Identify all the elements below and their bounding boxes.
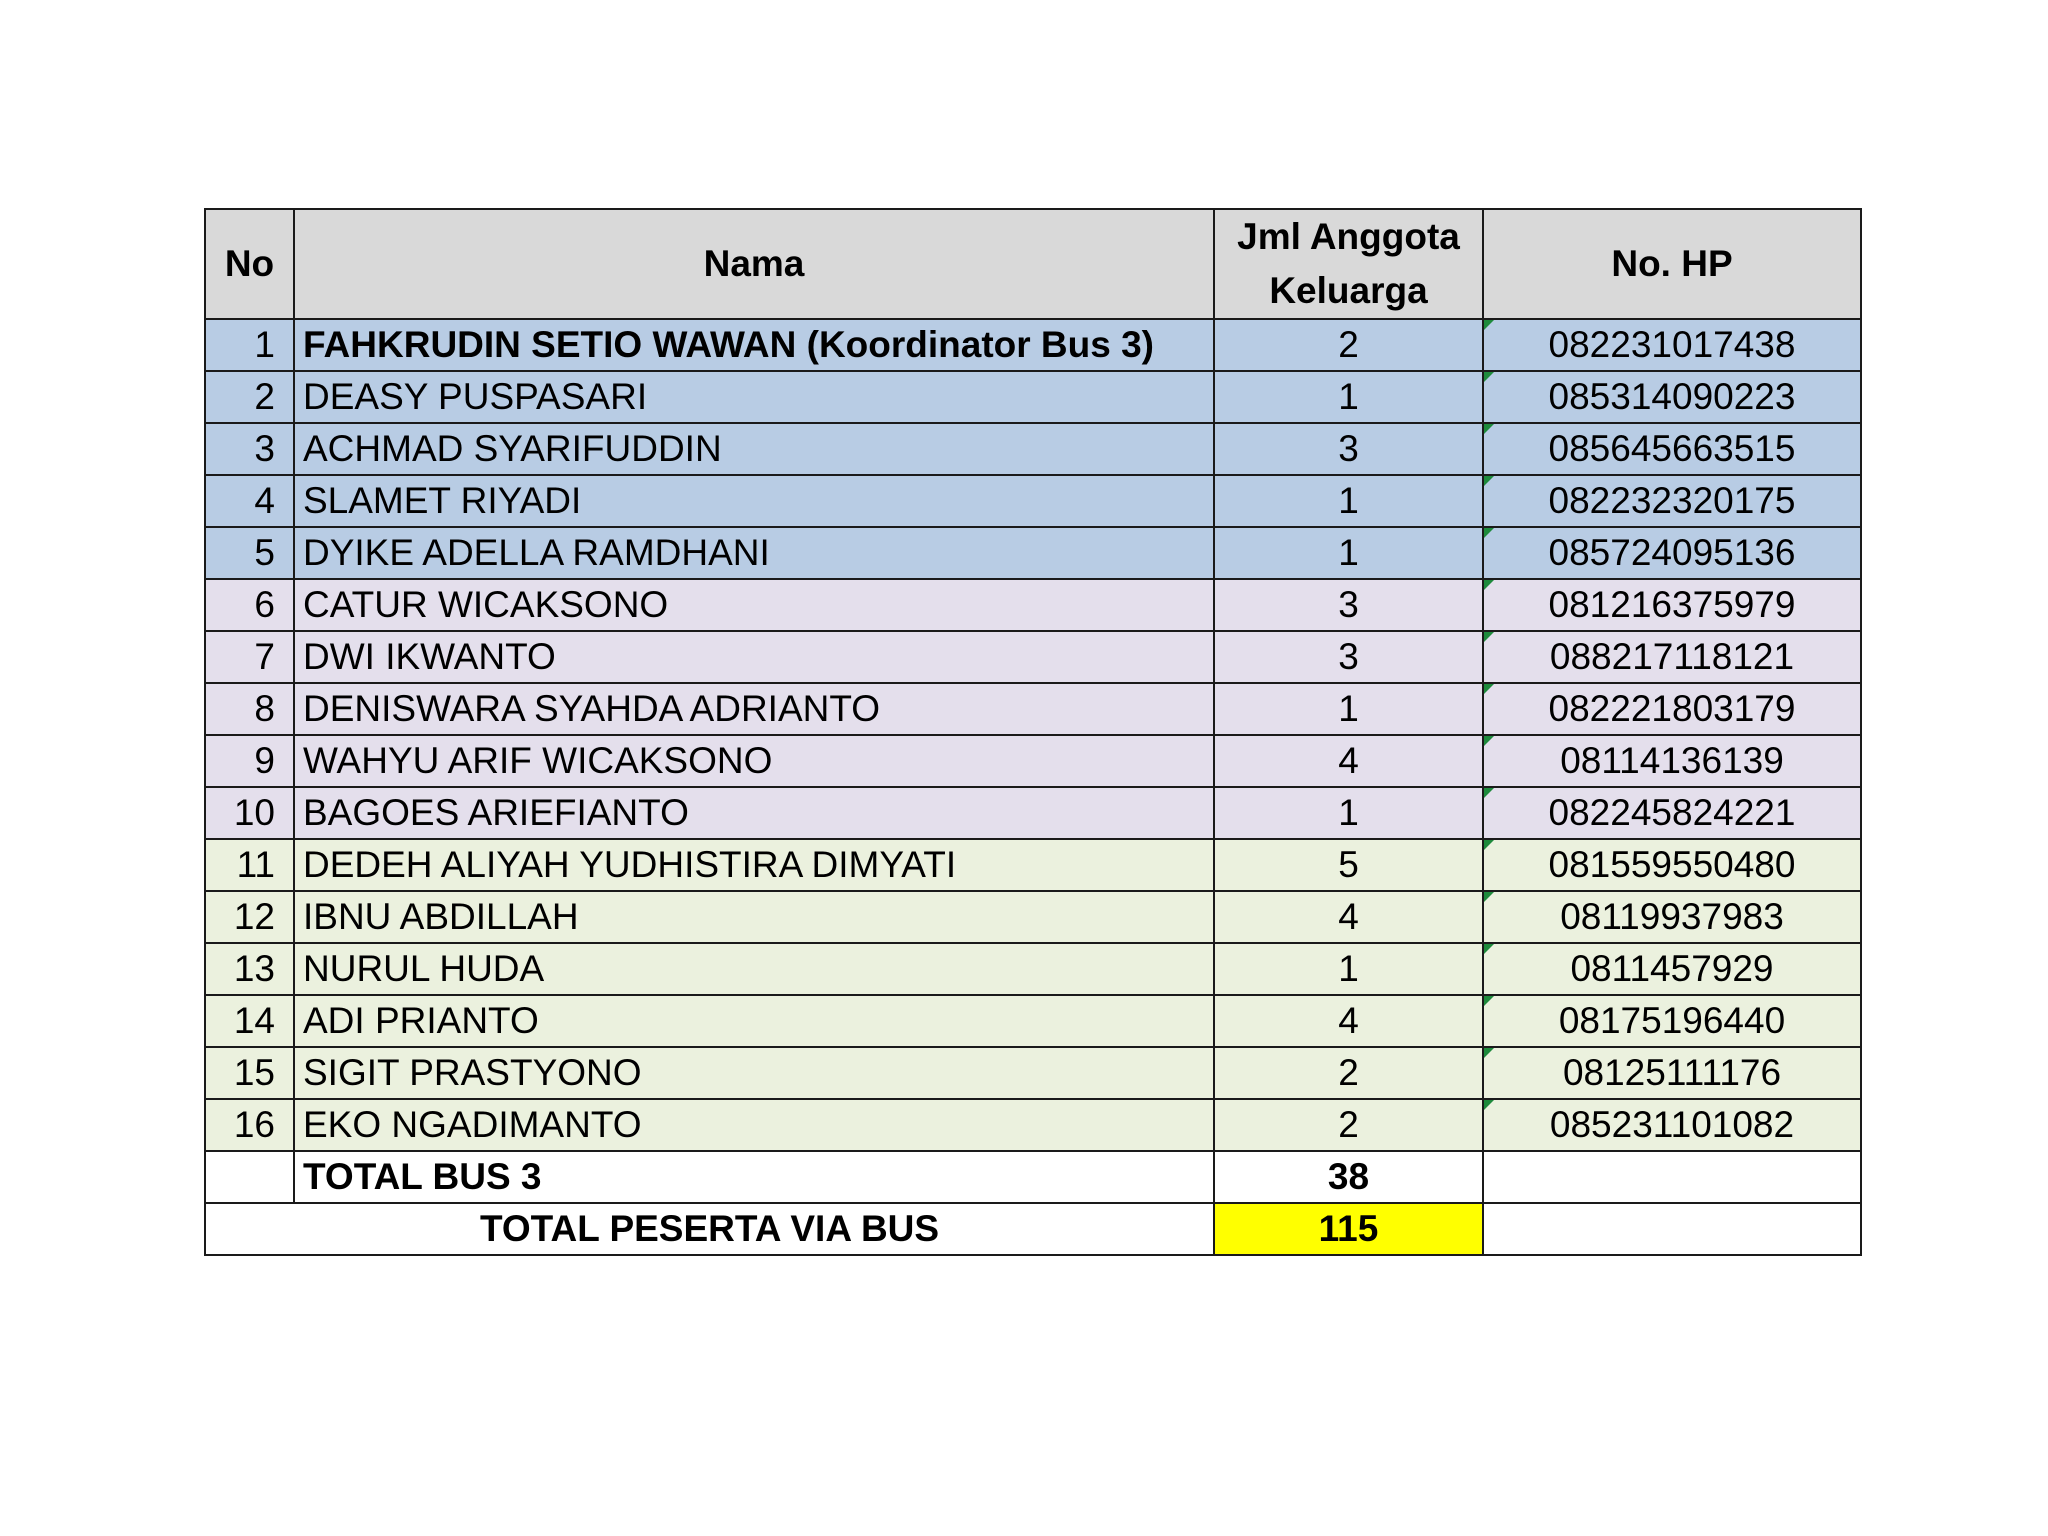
row-no-cell[interactable]: 8: [205, 683, 294, 735]
table-body: [205, 319, 1861, 1151]
header-nama[interactable]: Nama: [294, 209, 1214, 319]
row-nama-cell[interactable]: WAHYU ARIF WICAKSONO: [294, 735, 1214, 787]
green-triangle-icon: [1484, 788, 1494, 798]
row-nama-cell[interactable]: ADI PRIANTO: [294, 995, 1214, 1047]
row-hp-text: 088217118121: [1549, 636, 1795, 677]
row-nama-cell[interactable]: BAGOES ARIEFIANTO: [294, 787, 1214, 839]
row-no-cell[interactable]: 2: [205, 371, 294, 423]
table-row: [205, 839, 1861, 891]
green-triangle-icon: [1484, 424, 1494, 434]
table-row: [205, 579, 1861, 631]
total-peserta-row: [205, 1203, 1861, 1255]
total-peserta-value[interactable]: 115: [1214, 1203, 1483, 1255]
table-row: [205, 995, 1861, 1047]
table-row: [205, 735, 1861, 787]
table-row: [205, 527, 1861, 579]
row-nama-cell[interactable]: ACHMAD SYARIFUDDIN: [294, 423, 1214, 475]
row-no-cell[interactable]: 10: [205, 787, 294, 839]
table-row: [205, 1047, 1861, 1099]
green-triangle-icon: [1484, 840, 1494, 850]
header-jml-anggota[interactable]: [1214, 209, 1483, 319]
row-jml-cell[interactable]: 3: [1214, 631, 1483, 683]
row-no-cell[interactable]: 7: [205, 631, 294, 683]
row-hp-cell[interactable]: [1483, 1099, 1861, 1151]
total-bus-label[interactable]: TOTAL BUS 3: [294, 1151, 1214, 1203]
total-peserta-label[interactable]: TOTAL PESERTA VIA BUS: [205, 1203, 1214, 1255]
row-hp-text: 08175196440: [1558, 1000, 1786, 1041]
row-hp-text: 081559550480: [1548, 844, 1796, 885]
row-hp-cell[interactable]: [1483, 579, 1861, 631]
row-no-cell[interactable]: 15: [205, 1047, 294, 1099]
row-no-cell[interactable]: 4: [205, 475, 294, 527]
row-jml-cell[interactable]: 3: [1214, 579, 1483, 631]
row-hp-cell[interactable]: [1483, 839, 1861, 891]
table-row: [205, 683, 1861, 735]
green-triangle-icon: [1484, 476, 1494, 486]
row-nama-cell[interactable]: EKO NGADIMANTO: [294, 1099, 1214, 1151]
table-row: [205, 943, 1861, 995]
row-jml-cell[interactable]: 4: [1214, 995, 1483, 1047]
total-bus-row: [205, 1151, 1861, 1203]
total-bus-no-cell[interactable]: [205, 1151, 294, 1203]
row-no-cell[interactable]: 9: [205, 735, 294, 787]
table-row: [205, 631, 1861, 683]
row-jml-cell[interactable]: 2: [1214, 1099, 1483, 1151]
row-no-cell[interactable]: 13: [205, 943, 294, 995]
row-hp-text: 085645663515: [1548, 428, 1796, 469]
header-jml-line2: Keluarga: [1269, 270, 1428, 311]
row-jml-cell[interactable]: 3: [1214, 423, 1483, 475]
row-jml-cell[interactable]: 4: [1214, 891, 1483, 943]
row-hp-text: 085314090223: [1548, 376, 1796, 417]
header-row: [205, 209, 1861, 319]
row-nama-cell[interactable]: CATUR WICAKSONO: [294, 579, 1214, 631]
row-no-cell[interactable]: 16: [205, 1099, 294, 1151]
row-nama-cell[interactable]: SLAMET RIYADI: [294, 475, 1214, 527]
header-no[interactable]: No: [205, 209, 294, 319]
row-jml-cell[interactable]: 1: [1214, 475, 1483, 527]
row-jml-cell[interactable]: 2: [1214, 1047, 1483, 1099]
row-jml-cell[interactable]: 4: [1214, 735, 1483, 787]
participant-table: [204, 208, 1862, 1256]
row-nama-cell[interactable]: DWI IKWANTO: [294, 631, 1214, 683]
green-triangle-icon: [1484, 944, 1494, 954]
row-hp-cell[interactable]: [1483, 527, 1861, 579]
row-nama-cell[interactable]: DEDEH ALIYAH YUDHISTIRA DIMYATI: [294, 839, 1214, 891]
row-hp-cell[interactable]: [1483, 371, 1861, 423]
green-triangle-icon: [1484, 892, 1494, 902]
green-triangle-icon: [1484, 632, 1494, 642]
table-row: [205, 423, 1861, 475]
table-row: [205, 475, 1861, 527]
row-no-cell[interactable]: 11: [205, 839, 294, 891]
row-nama-cell[interactable]: DYIKE ADELLA RAMDHANI: [294, 527, 1214, 579]
row-no-cell[interactable]: 12: [205, 891, 294, 943]
row-jml-cell[interactable]: 5: [1214, 839, 1483, 891]
row-no-cell[interactable]: 14: [205, 995, 294, 1047]
row-hp-text: 085231101082: [1549, 1104, 1795, 1145]
table-row: [205, 319, 1861, 371]
header-jml-line1: Jml Anggota: [1237, 216, 1460, 257]
green-triangle-icon: [1484, 1048, 1494, 1058]
row-hp-cell[interactable]: [1483, 891, 1861, 943]
row-nama-cell[interactable]: DEASY PUSPASARI: [294, 371, 1214, 423]
row-hp-text: 08114136139: [1560, 740, 1784, 781]
row-hp-cell[interactable]: [1483, 735, 1861, 787]
row-hp-text: 08119937983: [1560, 896, 1784, 937]
green-triangle-icon: [1484, 372, 1494, 382]
total-peserta-blank-cell[interactable]: [1483, 1203, 1861, 1255]
table-row: [205, 1099, 1861, 1151]
green-triangle-icon: [1484, 580, 1494, 590]
green-triangle-icon: [1484, 996, 1494, 1006]
total-bus-value[interactable]: 38: [1214, 1151, 1483, 1203]
row-hp-text: 082231017438: [1548, 324, 1796, 365]
row-jml-cell[interactable]: 1: [1214, 527, 1483, 579]
row-jml-cell[interactable]: 1: [1214, 787, 1483, 839]
row-no-cell[interactable]: 1: [205, 319, 294, 371]
row-nama-cell[interactable]: SIGIT PRASTYONO: [294, 1047, 1214, 1099]
table-row: [205, 787, 1861, 839]
row-hp-cell[interactable]: [1483, 319, 1861, 371]
green-triangle-icon: [1484, 736, 1494, 746]
row-hp-text: 08125111176: [1562, 1052, 1782, 1093]
row-nama-cell[interactable]: IBNU ABDILLAH: [294, 891, 1214, 943]
row-jml-cell[interactable]: 1: [1214, 683, 1483, 735]
row-no-cell[interactable]: 5: [205, 527, 294, 579]
row-jml-cell[interactable]: 1: [1214, 943, 1483, 995]
row-hp-text: 081216375979: [1548, 584, 1796, 625]
green-triangle-icon: [1484, 528, 1494, 538]
row-hp-cell[interactable]: [1483, 943, 1861, 995]
total-bus-hp-cell[interactable]: [1483, 1151, 1861, 1203]
green-triangle-icon: [1484, 684, 1494, 694]
row-hp-cell[interactable]: [1483, 1047, 1861, 1099]
green-triangle-icon: [1484, 320, 1494, 330]
row-jml-cell[interactable]: 1: [1214, 371, 1483, 423]
row-nama-cell[interactable]: FAHKRUDIN SETIO WAWAN (Koordinator Bus 3): [294, 319, 1214, 371]
row-hp-text: 082245824221: [1548, 792, 1796, 833]
row-hp-text: 085724095136: [1548, 532, 1796, 573]
row-hp-cell[interactable]: [1483, 423, 1861, 475]
table-row: [205, 891, 1861, 943]
row-hp-text: 082221803179: [1548, 688, 1796, 729]
row-nama-cell[interactable]: NURUL HUDA: [294, 943, 1214, 995]
row-hp-cell[interactable]: [1483, 787, 1861, 839]
row-no-cell[interactable]: 3: [205, 423, 294, 475]
row-hp-cell[interactable]: [1483, 475, 1861, 527]
row-hp-text: 082232320175: [1548, 480, 1796, 521]
green-triangle-icon: [1484, 1100, 1494, 1110]
table-row: [205, 371, 1861, 423]
row-hp-cell[interactable]: [1483, 631, 1861, 683]
row-hp-text: 0811457929: [1570, 948, 1774, 989]
row-hp-cell[interactable]: [1483, 683, 1861, 735]
row-hp-cell[interactable]: [1483, 995, 1861, 1047]
row-jml-cell[interactable]: 2: [1214, 319, 1483, 371]
header-no-hp[interactable]: No. HP: [1483, 209, 1861, 319]
row-nama-cell[interactable]: DENISWARA SYAHDA ADRIANTO: [294, 683, 1214, 735]
row-no-cell[interactable]: 6: [205, 579, 294, 631]
